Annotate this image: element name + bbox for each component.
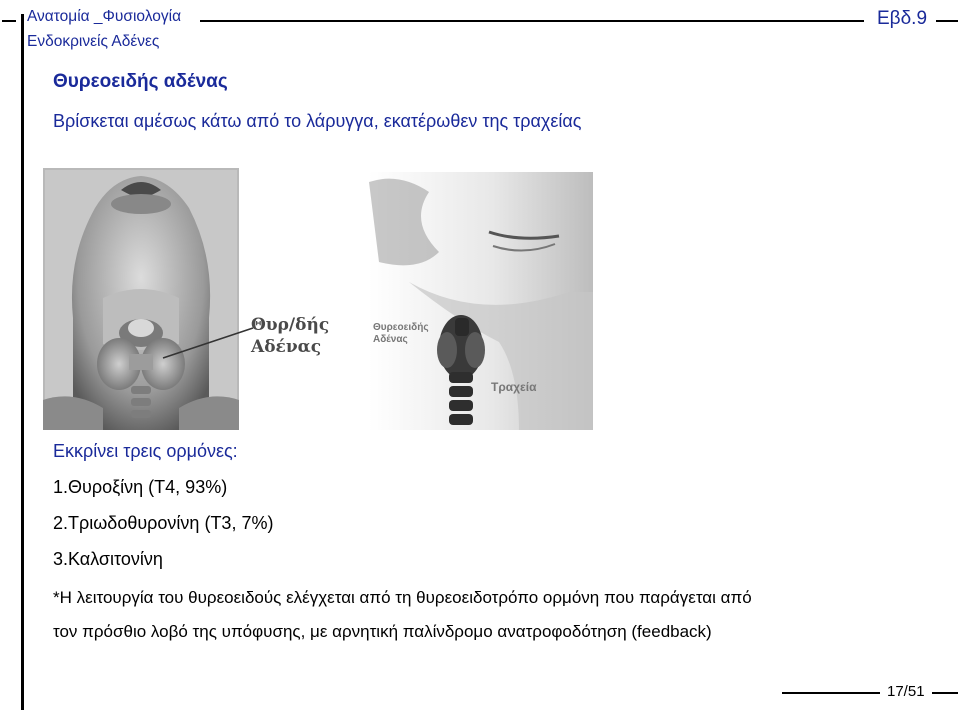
image1-label	[251, 314, 329, 358]
page-number: 17/51	[887, 683, 925, 700]
image2-thyroid-label-line2: Αδένας	[373, 334, 408, 345]
thyroid-side-illustration	[369, 172, 593, 430]
section-label: Εβδ.9	[877, 8, 928, 29]
course-title: Ανατομία _Φυσιολογία	[27, 8, 182, 25]
hormone-item-3: 3.Καλσιτονίνη	[53, 549, 163, 569]
page-title: Θυρεοειδής αδένας	[53, 71, 228, 92]
header-rule-left-short	[2, 20, 16, 22]
image2-thyroid-label-line1: Θυρεοειδής	[373, 322, 429, 333]
footer-rule-right	[932, 692, 958, 694]
footer-rule-left	[782, 692, 880, 694]
left-vertical-rule	[21, 14, 24, 710]
hormone-item-2: 2.Τριωδοθυρονίνη (Τ3, 7%)	[53, 513, 274, 533]
chapter-title: Ενδοκρινείς Αδένες	[27, 33, 160, 50]
thyroid-front-illustration	[43, 168, 355, 430]
image1-label-line1: Θυρ/δής	[251, 315, 330, 335]
image2-trachea-label: Τραχεία	[491, 380, 537, 394]
image1-label-line2: Αδένας	[251, 337, 322, 357]
hormones-heading: Εκκρίνει τρεις ορμόνες:	[53, 441, 238, 461]
note-line-2: τον πρόσθιο λοβό της υπόφυσης, με αρνητική παλίνδρομο ανατροφοδότηση (feedback)	[53, 622, 712, 641]
header-rule	[200, 20, 864, 22]
page-subtitle: Βρίσκεται αμέσως κάτω από το λάρυγγα, εκατέρωθεν της τραχείας	[53, 111, 582, 131]
image2-thyroid-label	[373, 322, 429, 346]
note-line-1: *Η λειτουργία του θυρεοειδούς ελέγχεται από τη θυρεοειδοτρόπο ορμόνη που παράγεται από	[53, 588, 752, 607]
hormone-item-1: 1.Θυροξίνη (Τ4, 93%)	[53, 477, 228, 497]
header-rule-right-short	[936, 20, 958, 22]
